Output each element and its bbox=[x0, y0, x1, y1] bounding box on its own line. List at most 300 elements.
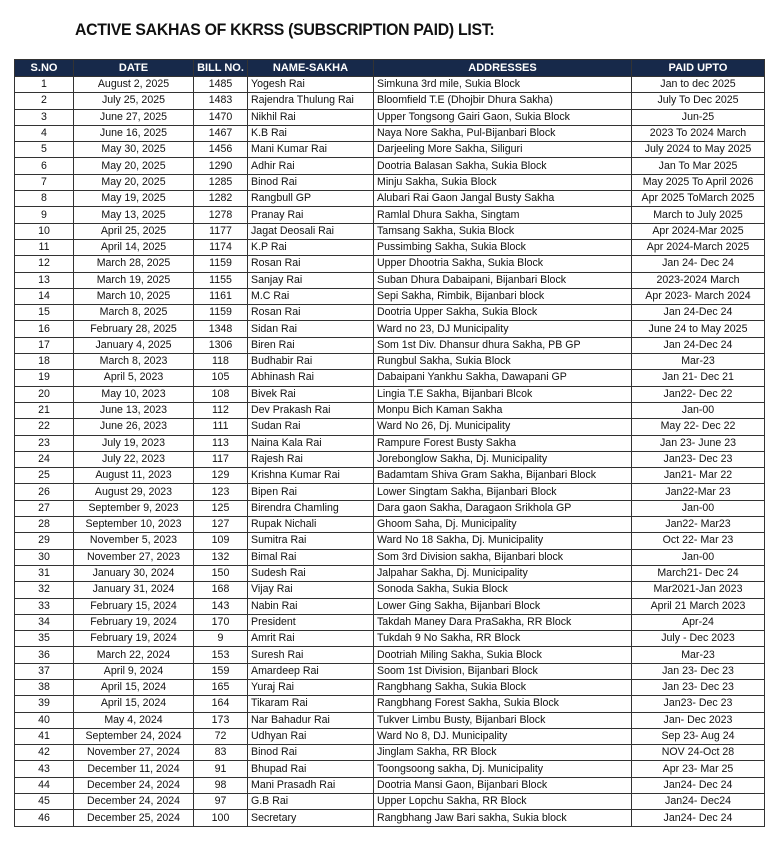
cell-bill-no: 123 bbox=[194, 484, 248, 500]
cell-paid-upto: Jan-00 bbox=[632, 402, 765, 418]
cell-paid-upto: Jan 24-Dec 24 bbox=[632, 337, 765, 353]
cell-address: Dootria Balasan Sakha, Sukia Block bbox=[374, 158, 632, 174]
cell-date: September 24, 2024 bbox=[74, 728, 194, 744]
cell-address: Sonoda Sakha, Sukia Block bbox=[374, 582, 632, 598]
cell-address: Ramlal Dhura Sakha, Singtam bbox=[374, 207, 632, 223]
cell-sno: 14 bbox=[15, 288, 74, 304]
table-row bbox=[15, 93, 765, 109]
cell-name: Rangbull GP bbox=[248, 191, 374, 207]
cell-date: December 24, 2024 bbox=[74, 777, 194, 793]
cell-date: July 22, 2023 bbox=[74, 451, 194, 467]
cell-date: April 15, 2024 bbox=[74, 696, 194, 712]
cell-date: June 16, 2025 bbox=[74, 125, 194, 141]
cell-name: Yuraj Rai bbox=[248, 679, 374, 695]
cell-name: Secretary bbox=[248, 810, 374, 826]
cell-name: Sudan Rai bbox=[248, 419, 374, 435]
cell-sno: 30 bbox=[15, 549, 74, 565]
cell-sno: 3 bbox=[15, 109, 74, 125]
cell-name: Nikhil Rai bbox=[248, 109, 374, 125]
cell-address: Lower Ging Sakha, Bijanbari Block bbox=[374, 598, 632, 614]
cell-address: Upper Tongsong Gairi Gaon, Sukia Block bbox=[374, 109, 632, 125]
cell-date: November 27, 2024 bbox=[74, 745, 194, 761]
cell-address: Tukver Limbu Busty, Bijanbari Block bbox=[374, 712, 632, 728]
cell-date: May 4, 2024 bbox=[74, 712, 194, 728]
cell-address: Rampure Forest Busty Sakha bbox=[374, 435, 632, 451]
header-paid-upto: PAID UPTO bbox=[632, 60, 765, 77]
cell-address: Tukdah 9 No Sakha, RR Block bbox=[374, 631, 632, 647]
cell-paid-upto: Oct 22- Mar 23 bbox=[632, 533, 765, 549]
cell-bill-no: 168 bbox=[194, 582, 248, 598]
cell-paid-upto: Apr 2025 ToMarch 2025 bbox=[632, 191, 765, 207]
cell-name: Rosan Rai bbox=[248, 305, 374, 321]
cell-date: July 25, 2025 bbox=[74, 93, 194, 109]
cell-date: May 30, 2025 bbox=[74, 142, 194, 158]
cell-address: Jalpahar Sakha, Dj. Municipality bbox=[374, 565, 632, 581]
cell-paid-upto: Jan22- Mar23 bbox=[632, 517, 765, 533]
cell-address: Som 3rd Division sakha, Bijanbari block bbox=[374, 549, 632, 565]
page-title: ACTIVE SAKHAS OF KKRSS (SUBSCRIPTION PAID) LIST: bbox=[75, 20, 495, 39]
cell-bill-no: 1159 bbox=[194, 256, 248, 272]
cell-paid-upto: March21- Dec 24 bbox=[632, 565, 765, 581]
cell-bill-no: 1290 bbox=[194, 158, 248, 174]
table-row bbox=[15, 631, 765, 647]
table-row bbox=[15, 745, 765, 761]
cell-paid-upto: July 2024 to May 2025 bbox=[632, 142, 765, 158]
cell-date: May 19, 2025 bbox=[74, 191, 194, 207]
cell-paid-upto: April 21 March 2023 bbox=[632, 598, 765, 614]
table-row bbox=[15, 239, 765, 255]
cell-paid-upto: May 2025 To April 2026 bbox=[632, 174, 765, 190]
cell-bill-no: 100 bbox=[194, 810, 248, 826]
table-row bbox=[15, 125, 765, 141]
cell-address: Jinglam Sakha, RR Block bbox=[374, 745, 632, 761]
cell-name: Sudesh Rai bbox=[248, 565, 374, 581]
cell-sno: 32 bbox=[15, 582, 74, 598]
cell-date: June 27, 2025 bbox=[74, 109, 194, 125]
cell-date: March 19, 2025 bbox=[74, 272, 194, 288]
cell-date: February 19, 2024 bbox=[74, 631, 194, 647]
header-name-sakha: NAME-SAKHA bbox=[248, 60, 374, 77]
cell-paid-upto: Jan 23- June 23 bbox=[632, 435, 765, 451]
cell-sno: 23 bbox=[15, 435, 74, 451]
cell-bill-no: 111 bbox=[194, 419, 248, 435]
table-row bbox=[15, 256, 765, 272]
cell-date: May 20, 2025 bbox=[74, 174, 194, 190]
cell-name: Naina Kala Rai bbox=[248, 435, 374, 451]
cell-paid-upto: Jan- Dec 2023 bbox=[632, 712, 765, 728]
table-header-row bbox=[15, 60, 765, 77]
cell-name: Sidan Rai bbox=[248, 321, 374, 337]
cell-address: Rungbul Sakha, Sukia Block bbox=[374, 354, 632, 370]
table-row bbox=[15, 679, 765, 695]
cell-bill-no: 150 bbox=[194, 565, 248, 581]
table-row bbox=[15, 565, 765, 581]
cell-paid-upto: NOV 24-Oct 28 bbox=[632, 745, 765, 761]
cell-sno: 24 bbox=[15, 451, 74, 467]
table-row bbox=[15, 435, 765, 451]
cell-bill-no: 108 bbox=[194, 386, 248, 402]
cell-name: Dev Prakash Rai bbox=[248, 402, 374, 418]
cell-sno: 36 bbox=[15, 647, 74, 663]
cell-sno: 43 bbox=[15, 761, 74, 777]
cell-bill-no: 143 bbox=[194, 598, 248, 614]
cell-sno: 29 bbox=[15, 533, 74, 549]
cell-paid-upto: Jan To Mar 2025 bbox=[632, 158, 765, 174]
cell-paid-upto: Jan22- Dec 22 bbox=[632, 386, 765, 402]
table-row bbox=[15, 451, 765, 467]
cell-sno: 10 bbox=[15, 223, 74, 239]
table-row bbox=[15, 484, 765, 500]
cell-bill-no: 1456 bbox=[194, 142, 248, 158]
cell-name: Binod Rai bbox=[248, 745, 374, 761]
cell-bill-no: 1483 bbox=[194, 93, 248, 109]
table-row bbox=[15, 728, 765, 744]
table-row bbox=[15, 517, 765, 533]
cell-paid-upto: Mar2021-Jan 2023 bbox=[632, 582, 765, 598]
cell-name: Amrit Rai bbox=[248, 631, 374, 647]
cell-date: November 5, 2023 bbox=[74, 533, 194, 549]
cell-name: Mani Kumar Rai bbox=[248, 142, 374, 158]
cell-paid-upto: May 22- Dec 22 bbox=[632, 419, 765, 435]
cell-paid-upto: Jan24- Dec 24 bbox=[632, 810, 765, 826]
cell-bill-no: 112 bbox=[194, 402, 248, 418]
cell-address: Rangbhang Sakha, Sukia Block bbox=[374, 679, 632, 695]
cell-date: February 28, 2025 bbox=[74, 321, 194, 337]
cell-name: Nar Bahadur Rai bbox=[248, 712, 374, 728]
cell-paid-upto: Jan23- Dec 23 bbox=[632, 696, 765, 712]
cell-address: Minju Sakha, Sukia Block bbox=[374, 174, 632, 190]
cell-paid-upto: Apr 23- Mar 25 bbox=[632, 761, 765, 777]
cell-bill-no: 1285 bbox=[194, 174, 248, 190]
table-row bbox=[15, 191, 765, 207]
cell-sno: 42 bbox=[15, 745, 74, 761]
cell-sno: 38 bbox=[15, 679, 74, 695]
cell-name: Amardeep Rai bbox=[248, 663, 374, 679]
cell-bill-no: 9 bbox=[194, 631, 248, 647]
cell-bill-no: 1467 bbox=[194, 125, 248, 141]
table-row bbox=[15, 337, 765, 353]
cell-address: Badamtam Shiva Gram Sakha, Bijanbari Block bbox=[374, 468, 632, 484]
cell-bill-no: 173 bbox=[194, 712, 248, 728]
cell-bill-no: 1161 bbox=[194, 288, 248, 304]
cell-name: K.P Rai bbox=[248, 239, 374, 255]
cell-address: Upper Dhootria Sakha, Sukia Block bbox=[374, 256, 632, 272]
cell-address: Toongsoong sakha, Dj. Municipality bbox=[374, 761, 632, 777]
sakhas-table bbox=[14, 59, 765, 827]
cell-name: Sanjay Rai bbox=[248, 272, 374, 288]
cell-bill-no: 1177 bbox=[194, 223, 248, 239]
cell-address: Simkuna 3rd mile, Sukia Block bbox=[374, 77, 632, 93]
cell-paid-upto: Jan-00 bbox=[632, 500, 765, 516]
cell-address: Upper Lopchu Sakha, RR Block bbox=[374, 794, 632, 810]
cell-address: Lower Singtam Sakha, Bijanbari Block bbox=[374, 484, 632, 500]
cell-date: May 13, 2025 bbox=[74, 207, 194, 223]
cell-name: Bivek Rai bbox=[248, 386, 374, 402]
cell-name: Rosan Rai bbox=[248, 256, 374, 272]
cell-date: August 2, 2025 bbox=[74, 77, 194, 93]
cell-name: Adhir Rai bbox=[248, 158, 374, 174]
cell-paid-upto: Sep 23- Aug 24 bbox=[632, 728, 765, 744]
cell-sno: 15 bbox=[15, 305, 74, 321]
table-row bbox=[15, 696, 765, 712]
cell-name: Budhabir Rai bbox=[248, 354, 374, 370]
cell-paid-upto: 2023-2024 March bbox=[632, 272, 765, 288]
cell-name: Bimal Rai bbox=[248, 549, 374, 565]
cell-name: Suresh Rai bbox=[248, 647, 374, 663]
table-row bbox=[15, 777, 765, 793]
cell-name: President bbox=[248, 614, 374, 630]
cell-date: May 20, 2025 bbox=[74, 158, 194, 174]
cell-bill-no: 72 bbox=[194, 728, 248, 744]
cell-paid-upto: Apr 2024-March 2025 bbox=[632, 239, 765, 255]
cell-name: Rupak Nichali bbox=[248, 517, 374, 533]
table-row bbox=[15, 598, 765, 614]
cell-paid-upto: Jun-25 bbox=[632, 109, 765, 125]
table-row bbox=[15, 354, 765, 370]
cell-sno: 2 bbox=[15, 93, 74, 109]
cell-sno: 33 bbox=[15, 598, 74, 614]
cell-bill-no: 125 bbox=[194, 500, 248, 516]
cell-date: April 15, 2024 bbox=[74, 679, 194, 695]
cell-paid-upto: June 24 to May 2025 bbox=[632, 321, 765, 337]
cell-bill-no: 1306 bbox=[194, 337, 248, 353]
cell-sno: 19 bbox=[15, 370, 74, 386]
cell-paid-upto: Apr-24 bbox=[632, 614, 765, 630]
cell-sno: 35 bbox=[15, 631, 74, 647]
table-row bbox=[15, 77, 765, 93]
cell-name: Rajesh Rai bbox=[248, 451, 374, 467]
cell-bill-no: 1470 bbox=[194, 109, 248, 125]
table-row bbox=[15, 761, 765, 777]
cell-sno: 11 bbox=[15, 239, 74, 255]
cell-date: March 28, 2025 bbox=[74, 256, 194, 272]
cell-date: March 8, 2023 bbox=[74, 354, 194, 370]
cell-address: Naya Nore Sakha, Pul-Bijanbari Block bbox=[374, 125, 632, 141]
cell-address: Ward No 8, DJ. Municipality bbox=[374, 728, 632, 744]
cell-name: Udhyan Rai bbox=[248, 728, 374, 744]
cell-name: Jagat Deosali Rai bbox=[248, 223, 374, 239]
cell-sno: 21 bbox=[15, 402, 74, 418]
cell-sno: 26 bbox=[15, 484, 74, 500]
cell-sno: 4 bbox=[15, 125, 74, 141]
cell-bill-no: 97 bbox=[194, 794, 248, 810]
cell-sno: 18 bbox=[15, 354, 74, 370]
cell-name: K.B Rai bbox=[248, 125, 374, 141]
cell-address: Lingia T.E Sakha, Bijanbari Blcok bbox=[374, 386, 632, 402]
cell-address: Dootria Mansi Gaon, Bijanbari Block bbox=[374, 777, 632, 793]
cell-date: April 14, 2025 bbox=[74, 239, 194, 255]
cell-name: Tikaram Rai bbox=[248, 696, 374, 712]
cell-date: December 24, 2024 bbox=[74, 794, 194, 810]
table-row bbox=[15, 288, 765, 304]
cell-name: Bipen Rai bbox=[248, 484, 374, 500]
cell-bill-no: 109 bbox=[194, 533, 248, 549]
table-row bbox=[15, 386, 765, 402]
cell-paid-upto: Jan22-Mar 23 bbox=[632, 484, 765, 500]
cell-sno: 5 bbox=[15, 142, 74, 158]
cell-date: January 31, 2024 bbox=[74, 582, 194, 598]
cell-address: Takdah Maney Dara PraSakha, RR Block bbox=[374, 614, 632, 630]
cell-sno: 22 bbox=[15, 419, 74, 435]
cell-date: February 15, 2024 bbox=[74, 598, 194, 614]
cell-name: M.C Rai bbox=[248, 288, 374, 304]
cell-date: September 9, 2023 bbox=[74, 500, 194, 516]
table-row bbox=[15, 712, 765, 728]
cell-bill-no: 83 bbox=[194, 745, 248, 761]
cell-paid-upto: Mar-23 bbox=[632, 354, 765, 370]
cell-name: Pranay Rai bbox=[248, 207, 374, 223]
cell-paid-upto: 2023 To 2024 March bbox=[632, 125, 765, 141]
table-row bbox=[15, 207, 765, 223]
table-row bbox=[15, 468, 765, 484]
cell-paid-upto: Jan23- Dec 23 bbox=[632, 451, 765, 467]
cell-address: Dootriah Miling Sakha, Sukia Block bbox=[374, 647, 632, 663]
table-row bbox=[15, 305, 765, 321]
table-row bbox=[15, 109, 765, 125]
cell-sno: 37 bbox=[15, 663, 74, 679]
table-row bbox=[15, 402, 765, 418]
cell-bill-no: 165 bbox=[194, 679, 248, 695]
cell-sno: 7 bbox=[15, 174, 74, 190]
cell-date: August 29, 2023 bbox=[74, 484, 194, 500]
cell-bill-no: 132 bbox=[194, 549, 248, 565]
cell-bill-no: 127 bbox=[194, 517, 248, 533]
cell-sno: 31 bbox=[15, 565, 74, 581]
cell-bill-no: 153 bbox=[194, 647, 248, 663]
cell-date: April 9, 2024 bbox=[74, 663, 194, 679]
cell-date: June 13, 2023 bbox=[74, 402, 194, 418]
cell-date: July 19, 2023 bbox=[74, 435, 194, 451]
cell-name: Vijay Rai bbox=[248, 582, 374, 598]
cell-paid-upto: Jan24- Dec24 bbox=[632, 794, 765, 810]
cell-address: Suban Dhura Dabaipani, Bijanbari Block bbox=[374, 272, 632, 288]
cell-address: Rangbhang Jaw Bari sakha, Sukia block bbox=[374, 810, 632, 826]
cell-paid-upto: Jan to dec 2025 bbox=[632, 77, 765, 93]
cell-address: Jorebonglow Sakha, Dj. Municipality bbox=[374, 451, 632, 467]
cell-bill-no: 113 bbox=[194, 435, 248, 451]
cell-sno: 28 bbox=[15, 517, 74, 533]
cell-bill-no: 159 bbox=[194, 663, 248, 679]
table-row bbox=[15, 614, 765, 630]
cell-sno: 8 bbox=[15, 191, 74, 207]
cell-bill-no: 1278 bbox=[194, 207, 248, 223]
cell-sno: 6 bbox=[15, 158, 74, 174]
cell-paid-upto: July - Dec 2023 bbox=[632, 631, 765, 647]
table-row bbox=[15, 582, 765, 598]
table-row bbox=[15, 419, 765, 435]
table-row bbox=[15, 370, 765, 386]
cell-sno: 9 bbox=[15, 207, 74, 223]
cell-bill-no: 91 bbox=[194, 761, 248, 777]
cell-sno: 46 bbox=[15, 810, 74, 826]
cell-name: Abhinash Rai bbox=[248, 370, 374, 386]
cell-address: Ward No 26, Dj. Municipality bbox=[374, 419, 632, 435]
cell-address: Soom 1st Division, Bijanbari Block bbox=[374, 663, 632, 679]
cell-date: March 10, 2025 bbox=[74, 288, 194, 304]
header-date: DATE bbox=[74, 60, 194, 77]
cell-paid-upto: Jan21- Mar 22 bbox=[632, 468, 765, 484]
cell-bill-no: 118 bbox=[194, 354, 248, 370]
cell-bill-no: 170 bbox=[194, 614, 248, 630]
cell-sno: 39 bbox=[15, 696, 74, 712]
cell-paid-upto: Apr 2024-Mar 2025 bbox=[632, 223, 765, 239]
cell-name: Binod Rai bbox=[248, 174, 374, 190]
table-row bbox=[15, 647, 765, 663]
cell-name: Mani Prasadh Rai bbox=[248, 777, 374, 793]
cell-sno: 13 bbox=[15, 272, 74, 288]
header-addresses: ADDRESSES bbox=[374, 60, 632, 77]
cell-address: Tamsang Sakha, Sukia Block bbox=[374, 223, 632, 239]
cell-paid-upto: Jan-00 bbox=[632, 549, 765, 565]
cell-bill-no: 1155 bbox=[194, 272, 248, 288]
cell-sno: 44 bbox=[15, 777, 74, 793]
cell-paid-upto: March to July 2025 bbox=[632, 207, 765, 223]
cell-bill-no: 164 bbox=[194, 696, 248, 712]
cell-address: Ghoom Saha, Dj. Municipality bbox=[374, 517, 632, 533]
cell-date: September 10, 2023 bbox=[74, 517, 194, 533]
cell-bill-no: 129 bbox=[194, 468, 248, 484]
cell-date: May 10, 2023 bbox=[74, 386, 194, 402]
cell-bill-no: 1485 bbox=[194, 77, 248, 93]
table-row bbox=[15, 158, 765, 174]
cell-name: Yogesh Rai bbox=[248, 77, 374, 93]
table-row bbox=[15, 142, 765, 158]
table-row bbox=[15, 794, 765, 810]
cell-sno: 27 bbox=[15, 500, 74, 516]
cell-sno: 17 bbox=[15, 337, 74, 353]
cell-bill-no: 105 bbox=[194, 370, 248, 386]
table-row bbox=[15, 663, 765, 679]
cell-address: Dara gaon Sakha, Daragaon Srikhola GP bbox=[374, 500, 632, 516]
cell-bill-no: 117 bbox=[194, 451, 248, 467]
cell-paid-upto: Jan24- Dec 24 bbox=[632, 777, 765, 793]
cell-paid-upto: Jan 24-Dec 24 bbox=[632, 305, 765, 321]
table-row bbox=[15, 810, 765, 826]
cell-paid-upto: July To Dec 2025 bbox=[632, 93, 765, 109]
cell-sno: 20 bbox=[15, 386, 74, 402]
table-row bbox=[15, 321, 765, 337]
cell-address: Alubari Rai Gaon Jangal Busty Sakha bbox=[374, 191, 632, 207]
cell-date: April 25, 2025 bbox=[74, 223, 194, 239]
cell-sno: 34 bbox=[15, 614, 74, 630]
cell-bill-no: 1282 bbox=[194, 191, 248, 207]
cell-address: Monpu Bich Kaman Sakha bbox=[374, 402, 632, 418]
cell-date: January 30, 2024 bbox=[74, 565, 194, 581]
table-row bbox=[15, 272, 765, 288]
cell-name: Krishna Kumar Rai bbox=[248, 468, 374, 484]
cell-date: March 8, 2025 bbox=[74, 305, 194, 321]
cell-bill-no: 1174 bbox=[194, 239, 248, 255]
cell-paid-upto: Jan 21- Dec 21 bbox=[632, 370, 765, 386]
cell-address: Dootria Upper Sakha, Sukia Block bbox=[374, 305, 632, 321]
cell-name: Sumitra Rai bbox=[248, 533, 374, 549]
cell-address: Pussimbing Sakha, Sukia Block bbox=[374, 239, 632, 255]
cell-address: Rangbhang Forest Sakha, Sukia Block bbox=[374, 696, 632, 712]
cell-name: Nabin Rai bbox=[248, 598, 374, 614]
cell-sno: 12 bbox=[15, 256, 74, 272]
header-sno: S.NO bbox=[15, 60, 74, 77]
cell-sno: 1 bbox=[15, 77, 74, 93]
cell-name: Bhupad Rai bbox=[248, 761, 374, 777]
cell-date: June 26, 2023 bbox=[74, 419, 194, 435]
cell-sno: 16 bbox=[15, 321, 74, 337]
cell-date: April 5, 2023 bbox=[74, 370, 194, 386]
cell-date: August 11, 2023 bbox=[74, 468, 194, 484]
cell-date: November 27, 2023 bbox=[74, 549, 194, 565]
cell-address: Som 1st Div. Dhansur dhura Sakha, PB GP bbox=[374, 337, 632, 353]
cell-address: Bloomfield T.E (Dhojbir Dhura Sakha) bbox=[374, 93, 632, 109]
cell-name: G.B Rai bbox=[248, 794, 374, 810]
